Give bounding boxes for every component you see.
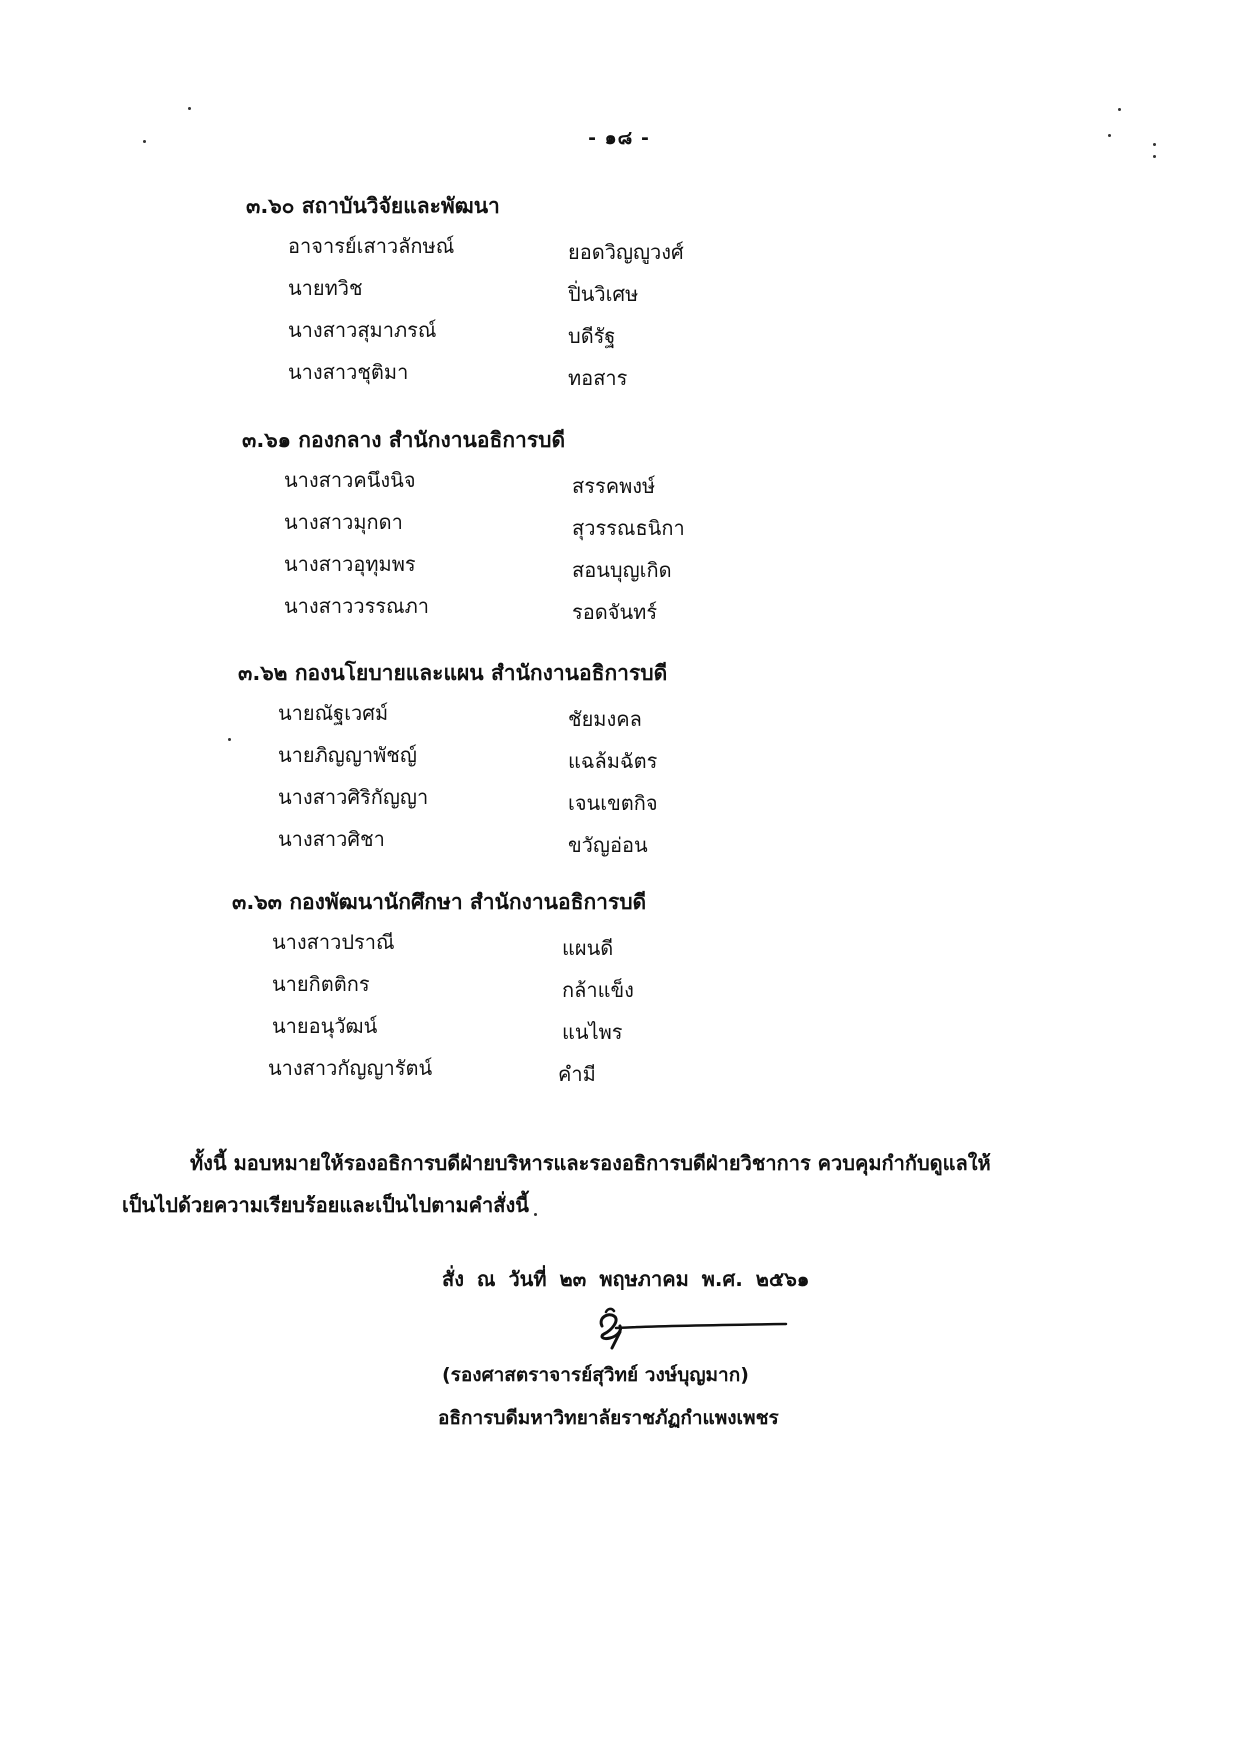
scan-speck xyxy=(1153,143,1156,146)
member-first-name: นางสาวมุกดา xyxy=(284,510,403,534)
member-row xyxy=(238,691,938,733)
member-first-name: นางสาวสุมาภรณ์ xyxy=(288,318,437,342)
member-last-name: สุวรรณธนิกา xyxy=(572,516,685,540)
scan-speck xyxy=(1153,155,1156,158)
order-date: สั่ง ณ วันที่ ๒๓ พฤษภาคม พ.ศ. ๒๕๖๑ xyxy=(442,1267,810,1291)
member-first-name: นายณัฐเวศม์ xyxy=(278,701,389,725)
section-heading: ๓.๖๐ สถาบันวิจัยและพัฒนา xyxy=(246,194,500,218)
member-last-name: แนไพร xyxy=(562,1020,623,1044)
member-first-name: นายทวิช xyxy=(288,276,363,300)
member-first-name: นายอนุวัฒน์ xyxy=(272,1014,378,1038)
member-first-name: นายกิตติกร xyxy=(272,972,370,996)
section-3-63 xyxy=(232,884,932,1088)
member-first-name: นายภิญญาพัชญ์ xyxy=(278,743,417,767)
member-row xyxy=(242,458,942,500)
scan-speck xyxy=(534,1213,537,1216)
member-first-name: นางสาวชุติมา xyxy=(288,360,409,384)
member-last-name: ปิ่นวิเศษ xyxy=(568,282,639,306)
signer-name: (รองศาสตราจารย์สุวิทย์ วงษ์บุญมาก) xyxy=(442,1364,749,1386)
scan-speck xyxy=(1108,134,1111,137)
member-row xyxy=(238,733,938,775)
member-first-name: อาจารย์เสาวลักษณ์ xyxy=(288,234,455,258)
scan-speck xyxy=(1118,108,1121,111)
member-first-name: นางสาวอุทุมพร xyxy=(284,552,416,576)
member-row xyxy=(246,224,946,266)
member-first-name: นางสาววรรณภา xyxy=(284,594,430,618)
member-last-name: สรรคพงษ์ xyxy=(572,474,656,498)
section-heading: ๓.๖๓ กองพัฒนานักศึกษา สำนักงานอธิการบดี xyxy=(232,890,647,914)
member-last-name: สอนบุญเกิด xyxy=(572,558,672,582)
scan-speck xyxy=(143,140,146,143)
signature-image xyxy=(590,1300,790,1352)
section-3-60 xyxy=(246,188,946,392)
signer-position: อธิการบดีมหาวิทยาลัยราชภัฏกำแพงเพชร xyxy=(438,1407,779,1429)
member-row xyxy=(238,817,938,859)
member-last-name: ขวัญอ่อน xyxy=(568,833,648,857)
member-last-name: แฉล้มฉัตร xyxy=(568,749,658,773)
member-last-name: รอดจันทร์ xyxy=(572,600,658,624)
page-number: - ๑๘ - xyxy=(588,127,650,149)
member-row xyxy=(242,500,942,542)
scan-speck xyxy=(228,738,231,741)
closing-line-2: เป็นไปด้วยความเรียบร้อยและเป็นไปตามคำสั่งนี้ xyxy=(122,1193,529,1217)
section-3-61 xyxy=(242,422,942,626)
member-last-name: เจนเขตกิจ xyxy=(568,791,658,815)
member-row xyxy=(232,1046,932,1088)
member-row xyxy=(246,308,946,350)
member-last-name: ยอดวิญญูวงศ์ xyxy=(568,240,684,264)
member-row xyxy=(232,920,932,962)
scan-speck xyxy=(188,107,191,110)
member-last-name: ทอสาร xyxy=(568,366,628,390)
member-first-name: นางสาวกัญญารัตน์ xyxy=(268,1056,433,1080)
member-row xyxy=(238,775,938,817)
member-last-name: บดีรัฐ xyxy=(568,324,616,348)
closing-line-1: ทั้งนี้ มอบหมายให้รองอธิการบดีฝ่ายบริหารและรองอธิการบดีฝ่ายวิชาการ ควบคุมกำกับดูแลให้ xyxy=(190,1151,991,1175)
member-row xyxy=(242,542,942,584)
member-last-name: แผนดี xyxy=(562,936,614,960)
member-first-name: นางสาวปราณี xyxy=(272,930,395,954)
member-last-name: คำมี xyxy=(558,1062,596,1086)
member-first-name: นางสาวคนึงนิจ xyxy=(284,468,416,492)
closing-paragraph xyxy=(122,1142,1042,1226)
section-heading: ๓.๖๒ กองนโยบายและแผน สำนักงานอธิการบดี xyxy=(238,661,668,685)
section-heading: ๓.๖๑ กองกลาง สำนักงานอธิการบดี xyxy=(242,428,566,452)
member-last-name: ชัยมงคล xyxy=(568,707,642,731)
member-first-name: นางสาวศิริกัญญา xyxy=(278,785,429,809)
member-last-name: กล้าแข็ง xyxy=(562,978,634,1002)
member-row xyxy=(242,584,942,626)
section-3-62 xyxy=(238,655,938,859)
member-first-name: นางสาวศิชา xyxy=(278,827,385,851)
member-row xyxy=(246,266,946,308)
member-row xyxy=(232,962,932,1004)
member-row xyxy=(246,350,946,392)
member-row xyxy=(232,1004,932,1046)
